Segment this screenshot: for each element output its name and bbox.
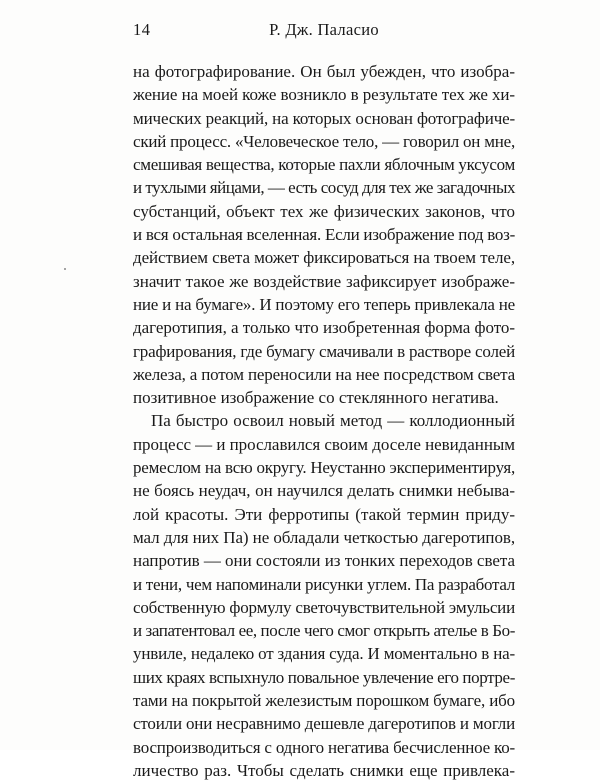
text-line: Па быстро освоил новый метод — коллодионный — [151, 411, 515, 431]
text-line: и тени, чем напоминали рисунки углем. Па разработал — [133, 574, 515, 594]
text-line: лой красоты. Эти ферротипы (такой термин приду- — [133, 504, 515, 524]
page-number: 14 — [133, 20, 151, 39]
text-line: не боясь неудач, он научился делать снимки небыва- — [133, 481, 515, 501]
text-line: и тухлыми яйцами, — есть сосуд для тех же загадочных — [133, 178, 515, 198]
text-line: субстанций, объект тех же физических законов, что — [133, 201, 515, 221]
text-line: действием света может фиксироваться на твоем теле, — [133, 248, 515, 268]
text-line: железа, а потом переносили на нее посредством света — [133, 364, 515, 384]
page-header — [133, 20, 515, 44]
text-line: тами на покрытой железистым порошком бумаге, ибо — [133, 691, 515, 711]
text-line: дагеротипия, а только что изобретенная форма фото- — [133, 318, 515, 338]
margin-speck — [64, 268, 66, 270]
text-line: смешивая вещества, которые пахли яблочным уксусом — [133, 155, 515, 175]
text-line: ших краях вспыхнуло повальное увлечение его портре- — [133, 667, 515, 687]
text-line: ремеслом на всю округу. Неустанно экспериментируя, — [133, 458, 515, 478]
text-line: унвиле, недалеко от здания суда. И моментально в на- — [133, 644, 515, 664]
text-line: и вся остальная вселенная. Если изображение под воз- — [133, 225, 515, 245]
text-line: воспроизводиться с одного негатива бесчисленное ко- — [133, 737, 515, 757]
text-line: графирования, где бумагу смачивали в растворе солей — [133, 341, 515, 361]
body-text — [133, 60, 515, 782]
text-line: значит такое же воздействие зафиксирует изображе- — [133, 271, 515, 291]
text-line: личество раз. Чтобы сделать снимки еще привлека- — [133, 760, 515, 780]
running-title: Р. Дж. Паласио — [269, 20, 379, 39]
text-line: мал для них Па) не обладали четкостью дагеротипов, — [133, 527, 515, 547]
text-line: процесс — и прославился своим доселе невиданным — [133, 434, 515, 454]
paragraph-1 — [133, 60, 515, 409]
text-line: позитивное изображение со стеклянного негатива. — [133, 388, 499, 408]
text-line: мических реакций, на которых основан фотографиче- — [133, 108, 515, 128]
text-line: и запатентовал ее, после чего смог открыть ателье в Бо- — [133, 621, 515, 641]
text-line: стоили они несравнимо дешевле дагеротипов и могли — [133, 714, 515, 734]
text-line: ние и на бумаге». И поэтому его теперь привлекала не — [133, 294, 515, 314]
text-line: ский процесс. «Человеческое тело, — говорил он мне, — [133, 131, 515, 151]
text-line: напротив — они состояли из тонких переходов света — [133, 551, 515, 571]
text-line: на фотографирование. Он был убежден, что изобра- — [133, 62, 515, 81]
text-line: жение на моей коже возникло в результате тех же хи- — [133, 85, 515, 105]
text-line: собственную формулу светочувствительной эмульсии — [133, 597, 515, 617]
paragraph-2 — [133, 409, 515, 782]
